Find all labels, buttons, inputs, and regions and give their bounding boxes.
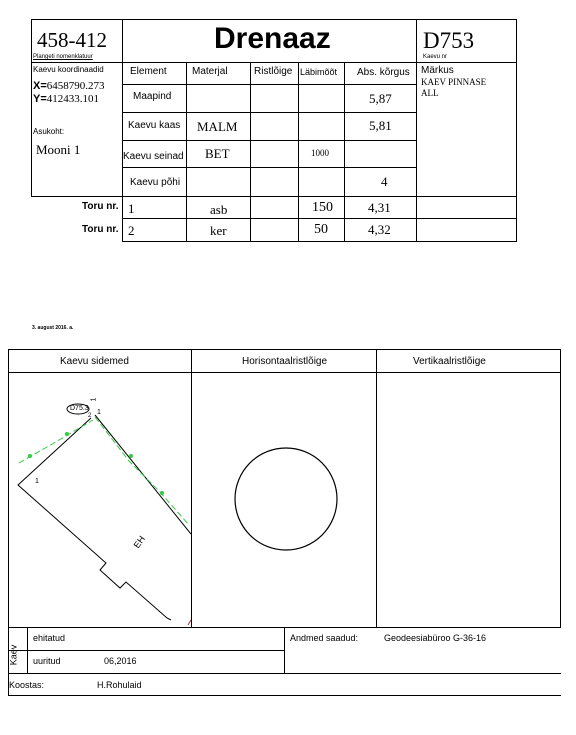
location-value: Mooni 1 bbox=[36, 142, 81, 157]
well-number: D753 bbox=[423, 28, 475, 53]
row-height: 5,87 bbox=[369, 91, 392, 106]
page-title: Drenaaz bbox=[214, 22, 331, 55]
row-material: MALM bbox=[197, 119, 238, 134]
pipe-height: 4,31 bbox=[368, 200, 391, 215]
row-element: Kaevu seinad bbox=[123, 151, 184, 162]
col-element: Element bbox=[130, 66, 167, 77]
author-value: H.Rohulaid bbox=[97, 680, 142, 690]
pipe-number: 1 bbox=[128, 201, 135, 216]
col-note: Märkus bbox=[421, 65, 454, 76]
sketch-col-connections: Kaevu sidemed bbox=[60, 356, 129, 367]
row-diameter: 1000 bbox=[311, 148, 329, 158]
x-value: 6458790.273 bbox=[46, 80, 105, 92]
well-tag: D75.3 bbox=[70, 405, 89, 412]
author-label: Koostas: bbox=[9, 680, 45, 690]
row-element: Kaevu kaas bbox=[128, 120, 181, 131]
y-value: 412433.101 bbox=[46, 93, 100, 105]
data-from-value: Geodeesiabüroo G-36-16 bbox=[384, 633, 487, 643]
built-label: ehitatud bbox=[33, 633, 66, 643]
measured-value: 06,2016 bbox=[104, 656, 137, 666]
row-material: BET bbox=[205, 146, 230, 161]
note-line-2: ALL bbox=[421, 88, 439, 98]
sketch-label-b: 1 bbox=[97, 409, 101, 416]
col-section: Ristlõige bbox=[254, 66, 293, 77]
sketch-label-c: 2 bbox=[88, 413, 92, 419]
sketch-label-d: 1 bbox=[35, 478, 39, 485]
pipe-number: 2 bbox=[128, 223, 135, 238]
x-coordinate bbox=[33, 80, 105, 92]
location-label: Asukoht: bbox=[33, 127, 65, 136]
building-mark: EH bbox=[131, 534, 147, 550]
pipe-material: ker bbox=[210, 223, 227, 238]
plan-caption: Plangeti nomenklatuur bbox=[33, 54, 93, 60]
pipe-material: asb bbox=[210, 202, 228, 217]
row-height: 5,81 bbox=[369, 118, 392, 133]
pipe-diameter: 150 bbox=[312, 200, 333, 215]
row-element: Maapind bbox=[133, 91, 172, 102]
col-height: Abs. kõrgus bbox=[357, 67, 410, 78]
building-outline bbox=[18, 418, 171, 620]
y-label: Y= bbox=[33, 93, 47, 105]
pipe-label: Toru nr. bbox=[82, 224, 119, 235]
note-line-1: KAEV PINNASE bbox=[421, 77, 487, 87]
col-diameter: Läbimõõt bbox=[300, 67, 338, 77]
sketch-col-horizontal: Horisontaalristlõige bbox=[242, 356, 328, 367]
horizontal-section-circle bbox=[233, 446, 339, 552]
document-date: 3. august 2016. a. bbox=[32, 325, 74, 331]
coords-label: Kaevu koordinaadid bbox=[33, 65, 104, 74]
well-caption: Kaevu nr bbox=[423, 54, 448, 60]
y-coordinate bbox=[33, 93, 99, 105]
data-from-label: Andmed saadud: bbox=[290, 633, 359, 643]
row-height: 4 bbox=[381, 174, 388, 189]
pipe-diameter: 50 bbox=[314, 222, 328, 237]
pipe-height: 4,32 bbox=[368, 222, 391, 237]
sketch-label-a: 1 bbox=[90, 397, 98, 402]
x-label: X= bbox=[33, 80, 47, 92]
row-element: Kaevu põhi bbox=[130, 177, 181, 188]
measured-label: uuritud bbox=[33, 656, 61, 666]
sketch-col-vertical: Vertikaalristlõige bbox=[413, 356, 486, 367]
pipe-label: Toru nr. bbox=[82, 201, 119, 212]
plan-number: 458-412 bbox=[37, 28, 107, 52]
side-label: Kaev bbox=[8, 644, 19, 666]
col-material: Materjal bbox=[192, 66, 228, 77]
